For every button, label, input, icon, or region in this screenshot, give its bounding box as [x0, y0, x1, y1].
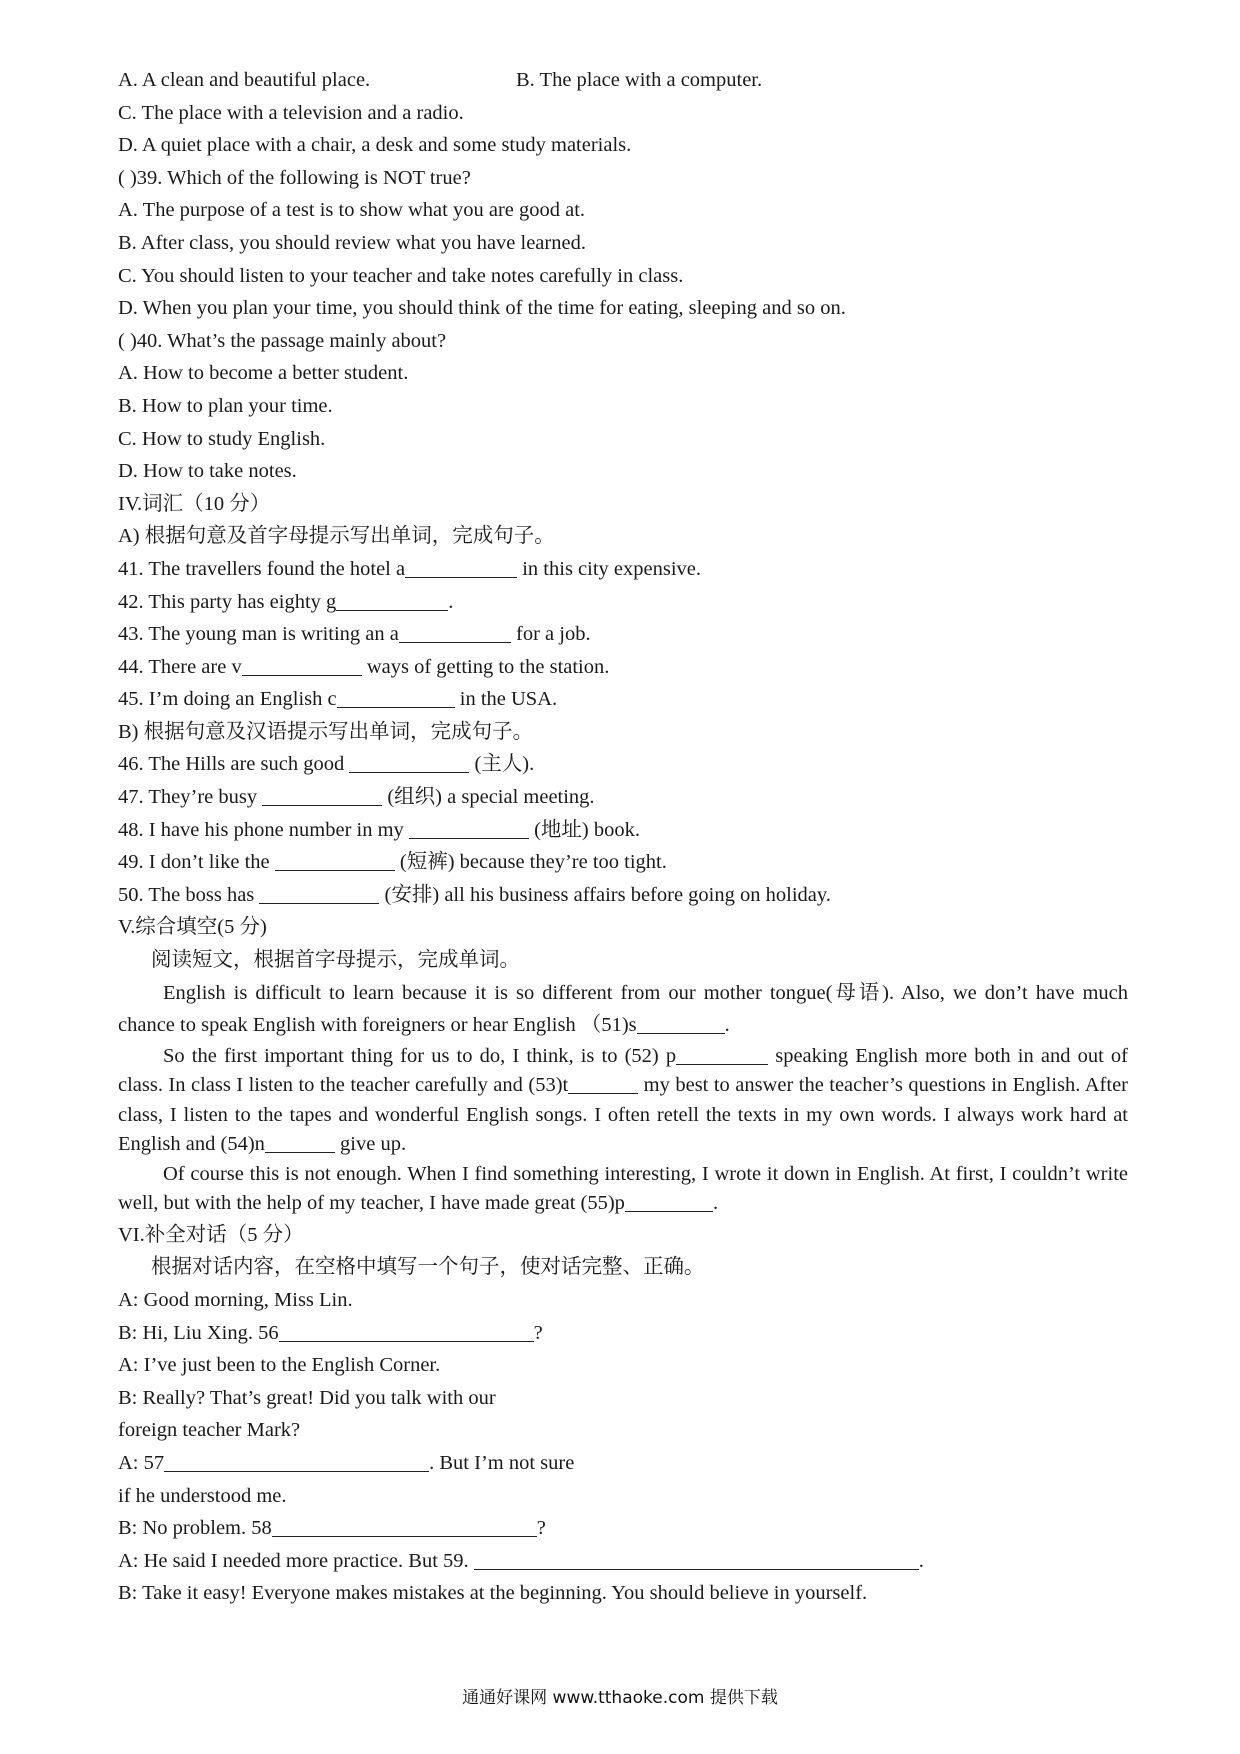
q39-option-a: A. The purpose of a test is to show what you are good at. [118, 199, 586, 222]
q39-option-c: C. You should listen to your teacher and take notes carefully in class. [118, 264, 684, 287]
section-4-part-a-instruction: A) 根据句意及首字母提示写出单词，完成句子。 [118, 525, 555, 548]
q46-blank[interactable] [349, 752, 469, 773]
q48: 48. I have his phone number in my (地址) book. [118, 818, 640, 841]
q57-blank[interactable] [164, 1451, 429, 1472]
q41-blank[interactable] [405, 557, 517, 578]
q39-option-d: D. When you plan your time, you should think of the time for eating, sleeping and so on. [118, 297, 846, 320]
section-6-title: VI.补全对话（5 分） [118, 1223, 304, 1246]
q58-blank[interactable] [272, 1516, 537, 1537]
q42-blank[interactable] [336, 590, 448, 611]
q45-blank[interactable] [337, 687, 455, 708]
q41: 41. The travellers found the hotel a in this city expensive. [118, 557, 702, 580]
dialogue-line-8: B: Take it easy! Everyone makes mistakes at the beginning. You should believe in yourself. [118, 1582, 868, 1605]
q52-blank[interactable] [676, 1044, 768, 1065]
q43-blank[interactable] [399, 622, 511, 643]
q38-option-a: A. A clean and beautiful place. [118, 69, 371, 91]
q39-option-b: B. After class, you should review what you have learned. [118, 231, 586, 254]
q39-question: ( )39. Which of the following is NOT true? [118, 166, 471, 189]
dialogue-line-6: B: No problem. 58 ? [118, 1517, 546, 1540]
q56-blank[interactable] [279, 1321, 534, 1342]
dialogue-line-7: A: He said I needed more practice. But 59. . [118, 1549, 924, 1572]
passage-paragraph-3: Of course this is not enough. When I find something interesting, I wrote it down in English. At first, I couldn’t write well, but with the help of my teacher, I have made great (55)p . [118, 1162, 1128, 1215]
dialogue-line-1: A: Good morning, Miss Lin. [118, 1289, 353, 1311]
q40-option-d: D. How to take notes. [118, 460, 297, 483]
dialogue-line-5c: if he understood me. [118, 1484, 287, 1507]
q44-blank[interactable] [242, 655, 362, 676]
footer-source-credit: 通通好课网 www.tthaoke.com 提供下载 [462, 1688, 778, 1708]
q40-option-c: C. How to study English. [118, 427, 326, 450]
dialogue-line-2: B: Hi, Liu Xing. 56 ? [118, 1321, 543, 1344]
q45: 45. I’m doing an English c in the USA. [118, 688, 558, 711]
q43: 43. The young man is writing an a for a job. [118, 623, 591, 646]
q42: 42. This party has eighty g . [118, 590, 454, 613]
q53-blank[interactable] [568, 1073, 638, 1094]
q38-option-row-ab [118, 64, 1128, 97]
q44: 44. There are v ways of getting to the station. [118, 655, 610, 678]
section-5-instruction: 阅读短文，根据首字母提示，完成单词。 [151, 949, 520, 972]
q54-blank[interactable] [265, 1132, 335, 1153]
q47-blank[interactable] [262, 785, 382, 806]
q50-blank[interactable] [259, 883, 379, 904]
q50: 50. The boss has (安排) all his business affairs before going on holiday. [118, 883, 831, 906]
section-5-title: V.综合填空(5 分) [118, 916, 267, 939]
q38-option-b: B. The place with a computer. [516, 69, 763, 91]
q49: 49. I don’t like the (短裤) because they’re too tight. [118, 851, 667, 874]
dialogue-line-5: A: 57 . But I’m not sure [118, 1451, 575, 1474]
q51-blank[interactable] [637, 1013, 725, 1034]
q47: 47. They’re busy (组织) a special meeting. [118, 786, 595, 809]
q40-option-a: A. How to become a better student. [118, 362, 409, 385]
dialogue-line-3: A: I’ve just been to the English Corner. [118, 1354, 441, 1377]
section-4-title: IV.词汇（10 分） [118, 492, 271, 515]
dialogue-line-4b: foreign teacher Mark? [118, 1419, 301, 1442]
exam-page [118, 64, 1128, 1610]
passage-paragraph-1: English is difficult to learn because it is so different from our mother tongue(母语). Also, we don’t have much chance to speak English with foreigners or hear English （51)s . [118, 981, 1128, 1037]
q46: 46. The Hills are such good (主人). [118, 753, 535, 776]
dialogue-line-4a: B: Really? That’s great! Did you talk with our [118, 1386, 496, 1409]
q55-blank[interactable] [625, 1191, 713, 1212]
section-4-part-b-instruction: B) 根据句意及汉语提示写出单词，完成句子。 [118, 720, 534, 743]
q40-question: ( )40. What’s the passage mainly about? [118, 329, 447, 352]
q49-blank[interactable] [275, 850, 395, 871]
q38-option-d: D. A quiet place with a chair, a desk and some study materials. [118, 134, 632, 157]
q38-option-c: C. The place with a television and a radio. [118, 101, 464, 124]
q59-blank[interactable] [474, 1549, 919, 1570]
q40-option-b: B. How to plan your time. [118, 394, 333, 417]
passage-paragraph-2: So the first important thing for us to do, I think, is to (52) p speaking English more both in and out of class. In class I listen to the teacher carefully and (53)t my best to answer the teacher’s questions in English. After class, I listen to the tapes and wonderful English songs. I often retell the texts in my own words. I always work hard at English and (54)n give up. [118, 1044, 1128, 1156]
section-6-instruction: 根据对话内容，在空格中填写一个句子，使对话完整、正确。 [151, 1256, 705, 1279]
q48-blank[interactable] [409, 818, 529, 839]
